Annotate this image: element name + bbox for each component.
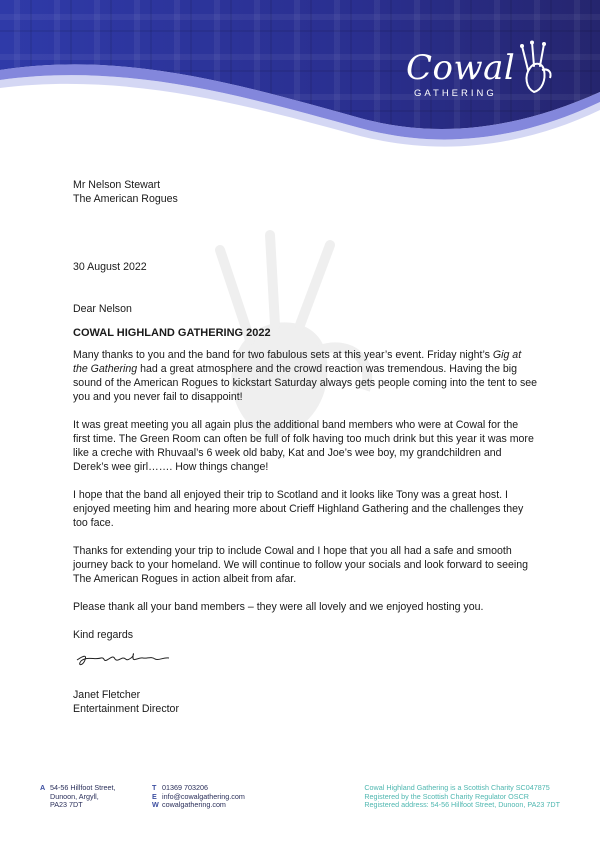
signatory-title: Entertainment Director — [73, 703, 179, 715]
footer-website[interactable]: cowalgathering.com — [162, 800, 226, 810]
salutation: Dear Nelson — [73, 303, 132, 315]
paragraph-4: Thanks for extending your trip to include Cowal and I hope that you all had a safe and smooth journey back to your homeland. We will continue to follow your socials and look forward to seeing The American Rogues in action albeit from afar. — [73, 545, 528, 585]
signatory-name: Janet Fletcher — [73, 689, 141, 701]
footer-charity-info: Cowal Highland Gathering is a Scottish Charity SC047875 Registered by the Scottish Charity Regulator OSCR Registered address: 54-56 Hillfoot Street, Dunoon, PA23 7DT — [364, 783, 560, 810]
letter-subject: COWAL HIGHLAND GATHERING 2022 — [73, 327, 271, 339]
closing: Kind regards — [73, 629, 134, 641]
letter-body — [73, 178, 538, 716]
letter-date: 30 August 2022 — [73, 261, 147, 273]
logo-wordmark: Cowal — [406, 48, 516, 88]
recipient-name: Mr Nelson Stewart — [73, 179, 161, 191]
location-icon: A — [40, 783, 46, 792]
handwritten-signature — [73, 646, 173, 668]
footer-phone[interactable]: 01369 703206 — [162, 783, 208, 792]
paragraph-1: Many thanks to you and the band for two fabulous sets at this year’s event. Friday night’s Gig at the Gathering had a great atmosphere and the crowd reaction was tremendous. Having the big sound of the American Rogues to kickstart Saturday always gets people coming into the tent to see you and you never fail to disappoint! — [73, 349, 538, 403]
piper-icon — [516, 40, 556, 96]
email-icon: E — [152, 791, 157, 801]
logo-subtitle: GATHERING — [414, 88, 497, 99]
footer-contact — [152, 784, 245, 810]
paragraph-2: It was great meeting you all again plus the additional band members who were at Cowal for the first time. The Green Room can often be full of folk having too much drink but this year it was more like a creche with Rhuvaal’s 6 week old baby, Kat and Joe’s wee boy, my grandchildren and Derek’s wee girl……. How things change! — [73, 419, 534, 473]
paragraph-5: Please thank all your band members – they were all lovely and we enjoyed hosting you. — [73, 601, 484, 613]
footer-email[interactable]: info@cowalgathering.com — [162, 791, 245, 801]
footer-address: A 54-56 Hillfoot Street, Dunoon, Argyll, PA23 7DT — [40, 783, 116, 810]
paragraph-3: I hope that the band all enjoyed their trip to Scotland and it looks like Tony was a great host. I enjoyed meeting him and hearing more about Crieff Highland Gathering and the challenges they too face. — [73, 489, 524, 529]
cowal-gathering-logo — [406, 44, 556, 104]
web-icon: W — [152, 800, 159, 810]
recipient-organization: The American Rogues — [73, 193, 178, 205]
event-name-italic: Gig at the Gathering — [73, 349, 522, 375]
phone-icon: T — [152, 783, 157, 792]
letter-footer — [0, 784, 600, 824]
